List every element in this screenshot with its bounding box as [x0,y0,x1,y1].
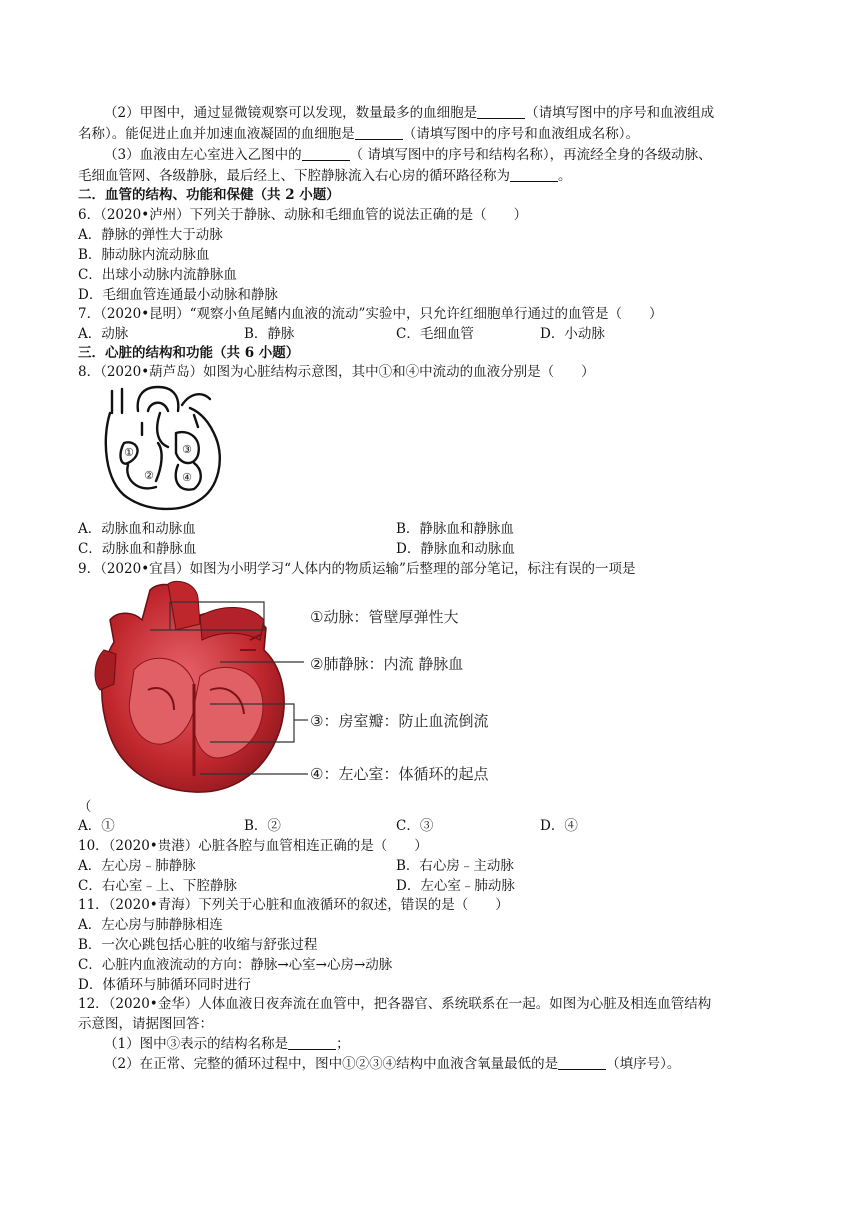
section-heading: 三．心脏的结构和功能（共 6 小题） [78,345,300,361]
annotation-lines [150,600,320,790]
text-line [78,166,572,186]
question-10: 10．（2020•贵港）心脏各腔与血管相连正确的是（ ） [78,838,428,854]
question-11: 11．（2020•青海）下列关于心脏和血液循环的叙述，错误的是（ ） [78,897,509,913]
text: 毛细血管网、各级静脉，最后经上、下腔静脉流入右心房的循环路径称为 [78,168,510,184]
text: ； [336,1036,350,1052]
option-a[interactable]: A．动脉血和动脉血 [78,521,196,537]
heart-diagram-figure [98,383,228,518]
question-6: 6．（2020•泸州）下列关于静脉、动脉和毛细血管的说法正确的是（ ） [78,207,528,223]
option-c[interactable]: C．动脉血和静脉血 [78,541,197,557]
option-a[interactable]: A．静脉的弹性大于动脉 [78,227,223,243]
option-b[interactable]: B．② [244,818,281,834]
text: （请填写图中的序号和血液组成 [525,105,715,121]
option-d[interactable]: D．小动脉 [540,326,605,342]
option-d[interactable]: D．左心室﹣肺动脉 [396,878,515,894]
option-b[interactable]: B．静脉血和静脉血 [396,521,514,537]
option-c[interactable]: C．心脏内血液流动的方向：静脉→心室→心房→动脉 [78,957,393,973]
text-line: 示意图，请据图回答： [78,1016,213,1032]
question-8: 8．（2020•葫芦岛）如图为心脏结构示意图，其中①和④中流动的血液分别是（ ） [78,364,595,380]
option-c[interactable]: C．出球小动脉内流静脉血 [78,267,237,283]
text-line [104,145,712,165]
option-a[interactable]: A．左心房﹣肺静脉 [78,858,196,874]
figure-label: ③ [182,443,192,456]
option-b[interactable]: B．静脉 [244,326,295,342]
text: （ [78,799,92,815]
text: （3）血液由左心室进入乙图中的 [104,147,302,163]
text: （请填写图中的序号和血液组成名称）。 [402,126,639,142]
answer-blank[interactable] [288,1035,336,1050]
option-d[interactable]: D．④ [540,818,578,834]
figure-label: ①动脉：管壁厚弹性大 [310,608,459,626]
text: （2）在正常、完整的循环过程中，图中①②③④结构中血液含氧量最低的是 [104,1056,559,1072]
figure-label: ① [124,446,134,459]
answer-blank[interactable] [355,125,403,140]
option-a[interactable]: A．① [78,818,115,834]
option-d[interactable]: D．体循环与肺循环同时进行 [78,977,251,993]
figure-label: ④：左心室：体循环的起点 [310,765,489,783]
answer-blank[interactable] [477,104,525,119]
option-b[interactable]: B．一次心跳包括心脏的收缩与舒张过程 [78,937,318,953]
text: 名称）。能促进止血并加速血液凝固的血细胞是 [78,126,355,142]
question-12: 12．（2020•金华）人体血液日夜奔流在血管中，把各器官、系统联系在一起。如图为心脏及相连血管结构 [78,996,712,1012]
text: （ 请填写图中的序号和结构名称），再流经全身的各级动脉、 [349,147,712,163]
option-a[interactable]: A．左心房与肺静脉相连 [78,917,223,933]
question-9: 9．（2020•宜昌）如图为小明学习“人体内的物质运输”后整理的部分笔记，标注有误的一项是 [78,561,636,577]
figure-label: ④ [182,471,192,484]
figure-label: ②肺静脉：内流 静脉血 [310,655,464,673]
answer-blank[interactable] [302,146,350,161]
text-line [104,103,714,123]
text: （填序号）。 [606,1056,681,1072]
option-c[interactable]: C．毛细血管 [396,326,474,342]
answer-blank[interactable] [510,167,558,182]
text: （2）甲图中，通过显微镜观察可以发现，数量最多的血细胞是 [104,105,478,121]
text-line [104,1034,350,1054]
figure-label: ③：房室瓣：防止血流倒流 [310,712,489,730]
answer-blank[interactable] [558,1055,606,1070]
text-line [104,1054,680,1074]
figure-label: ② [144,469,154,482]
option-a[interactable]: A．动脉 [78,326,129,342]
option-d[interactable]: D．静脉血和动脉血 [396,541,515,557]
option-b[interactable]: B．肺动脉内流动脉血 [78,247,210,263]
option-c[interactable]: C．右心室﹣上、下腔静脉 [78,878,237,894]
section-heading: 二．血管的结构、功能和保健（共 2 小题） [78,187,340,203]
text-line [78,124,639,144]
option-d[interactable]: D．毛细血管连通最小动脉和静脉 [78,287,278,303]
text: （1）图中③表示的结构名称是 [104,1036,289,1052]
text: 。 [558,168,572,184]
option-b[interactable]: B．右心房﹣主动脉 [396,858,514,874]
question-7: 7．（2020•昆明）“观察小鱼尾鳍内血液的流动”实验中，只允许红细胞单行通过的血管是（ ） [78,306,663,322]
option-c[interactable]: C．③ [396,818,434,834]
